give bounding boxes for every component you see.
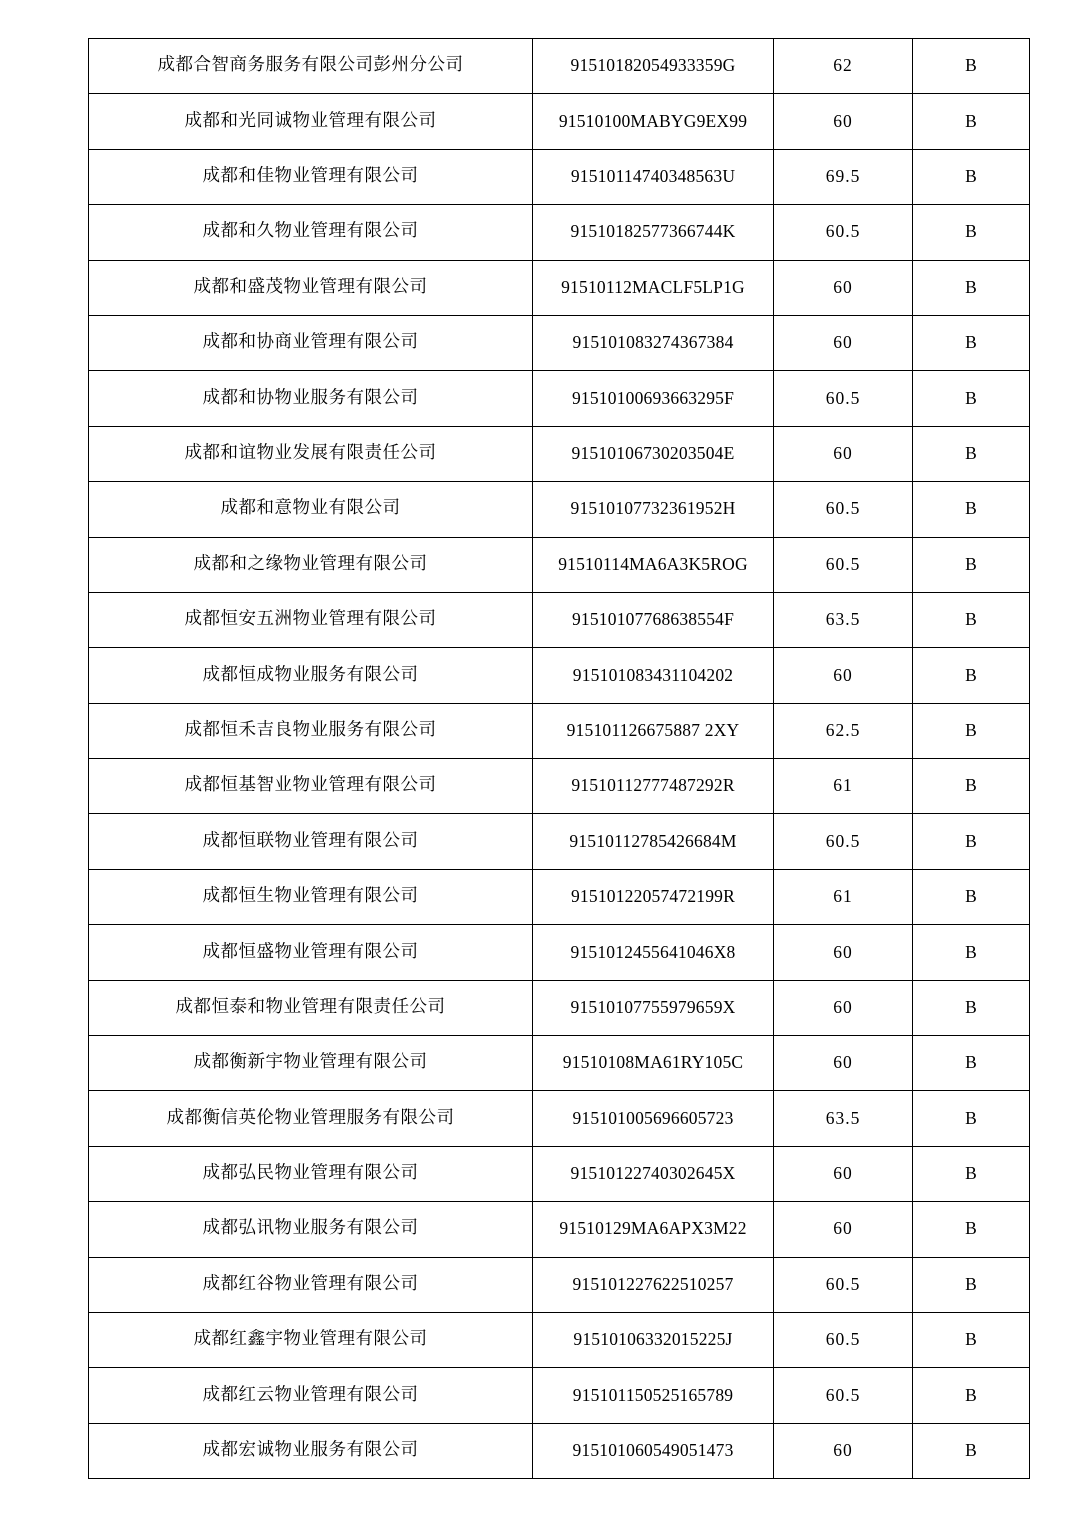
table-row <box>89 260 1030 315</box>
company-name-cell: 成都宏诚物业服务有限公司 <box>89 1423 533 1478</box>
score-cell: 60 <box>774 426 913 481</box>
table-row <box>89 1091 1030 1146</box>
credit-code-cell: 915101005696605723 <box>533 1091 774 1146</box>
table-row <box>89 1423 1030 1478</box>
credit-code-cell: 91510106730203504E <box>533 426 774 481</box>
company-name-cell: 成都恒安五洲物业管理有限公司 <box>89 592 533 647</box>
score-cell: 60 <box>774 1423 913 1478</box>
company-name-cell: 成都弘讯物业服务有限公司 <box>89 1202 533 1257</box>
company-name-cell: 成都红谷物业管理有限公司 <box>89 1257 533 1312</box>
credit-code-cell: 91510122740302645X <box>533 1146 774 1201</box>
score-cell: 61 <box>774 869 913 924</box>
score-cell: 61 <box>774 759 913 814</box>
grade-cell: B <box>913 703 1030 758</box>
table-row <box>89 1146 1030 1201</box>
score-cell: 62 <box>774 39 913 94</box>
table-row <box>89 703 1030 758</box>
credit-code-cell: 91510112MACLF5LP1G <box>533 260 774 315</box>
table-row <box>89 149 1030 204</box>
table-row <box>89 1312 1030 1367</box>
table-row <box>89 1257 1030 1312</box>
grade-cell: B <box>913 1312 1030 1367</box>
company-name-cell: 成都衡新宇物业管理有限公司 <box>89 1036 533 1091</box>
grade-cell: B <box>913 482 1030 537</box>
company-name-cell: 成都和盛茂物业管理有限公司 <box>89 260 533 315</box>
table-row <box>89 371 1030 426</box>
grade-cell: B <box>913 1368 1030 1423</box>
score-cell: 60.5 <box>774 1368 913 1423</box>
score-cell: 60 <box>774 1146 913 1201</box>
score-cell: 60.5 <box>774 205 913 260</box>
grade-cell: B <box>913 1423 1030 1478</box>
table-row <box>89 648 1030 703</box>
credit-code-cell: 91510106332015225J <box>533 1312 774 1367</box>
credit-code-cell: 91510100MABYG9EX99 <box>533 94 774 149</box>
grade-cell: B <box>913 1146 1030 1201</box>
score-cell: 62.5 <box>774 703 913 758</box>
credit-code-cell: 91510112777487292R <box>533 759 774 814</box>
company-name-cell: 成都恒盛物业管理有限公司 <box>89 925 533 980</box>
table-row <box>89 1368 1030 1423</box>
grade-cell: B <box>913 149 1030 204</box>
grade-cell: B <box>913 426 1030 481</box>
credit-code-cell: 91510182577366744K <box>533 205 774 260</box>
grade-cell: B <box>913 592 1030 647</box>
company-name-cell: 成都和之缘物业管理有限公司 <box>89 537 533 592</box>
table-row <box>89 980 1030 1035</box>
table-row <box>89 1036 1030 1091</box>
score-cell: 60 <box>774 648 913 703</box>
credit-code-cell: 91510129MA6APX3M22 <box>533 1202 774 1257</box>
score-cell: 60 <box>774 315 913 370</box>
table-row <box>89 592 1030 647</box>
credit-code-cell: 91510112785426684M <box>533 814 774 869</box>
company-name-cell: 成都和佳物业管理有限公司 <box>89 149 533 204</box>
credit-code-cell: 915101126675887 2XY <box>533 703 774 758</box>
score-cell: 69.5 <box>774 149 913 204</box>
table-row <box>89 315 1030 370</box>
grade-cell: B <box>913 1202 1030 1257</box>
grade-cell: B <box>913 94 1030 149</box>
company-rating-table <box>88 38 1030 1479</box>
company-name-cell: 成都合智商务服务有限公司彭州分公司 <box>89 39 533 94</box>
score-cell: 63.5 <box>774 1091 913 1146</box>
grade-cell: B <box>913 814 1030 869</box>
credit-code-cell: 91510114MA6A3K5ROG <box>533 537 774 592</box>
grade-cell: B <box>913 925 1030 980</box>
score-cell: 63.5 <box>774 592 913 647</box>
table-row <box>89 537 1030 592</box>
credit-code-cell: 915101083431104202 <box>533 648 774 703</box>
grade-cell: B <box>913 1257 1030 1312</box>
score-cell: 60 <box>774 980 913 1035</box>
grade-cell: B <box>913 1091 1030 1146</box>
company-name-cell: 成都恒泰和物业管理有限责任公司 <box>89 980 533 1035</box>
company-name-cell: 成都和意物业有限公司 <box>89 482 533 537</box>
table-row <box>89 205 1030 260</box>
credit-code-cell: 91510107755979659X <box>533 980 774 1035</box>
credit-code-cell: 915101227622510257 <box>533 1257 774 1312</box>
company-name-cell: 成都和协物业服务有限公司 <box>89 371 533 426</box>
grade-cell: B <box>913 205 1030 260</box>
grade-cell: B <box>913 759 1030 814</box>
score-cell: 60 <box>774 1036 913 1091</box>
company-name-cell: 成都恒成物业服务有限公司 <box>89 648 533 703</box>
credit-code-cell: 91510100693663295F <box>533 371 774 426</box>
score-cell: 60 <box>774 260 913 315</box>
table-row <box>89 869 1030 924</box>
score-cell: 60 <box>774 925 913 980</box>
company-name-cell: 成都红鑫宇物业管理有限公司 <box>89 1312 533 1367</box>
grade-cell: B <box>913 260 1030 315</box>
score-cell: 60 <box>774 94 913 149</box>
table-row <box>89 426 1030 481</box>
credit-code-cell: 915101083274367384 <box>533 315 774 370</box>
company-name-cell: 成都和谊物业发展有限责任公司 <box>89 426 533 481</box>
company-name-cell: 成都恒禾吉良物业服务有限公司 <box>89 703 533 758</box>
score-cell: 60.5 <box>774 371 913 426</box>
company-name-cell: 成都衡信英伦物业管理服务有限公司 <box>89 1091 533 1146</box>
score-cell: 60.5 <box>774 537 913 592</box>
company-name-cell: 成都和协商业管理有限公司 <box>89 315 533 370</box>
table-row <box>89 759 1030 814</box>
table-row <box>89 925 1030 980</box>
grade-cell: B <box>913 315 1030 370</box>
table-body <box>89 39 1030 1479</box>
company-name-cell: 成都和光同诚物业管理有限公司 <box>89 94 533 149</box>
credit-code-cell: 91510114740348563U <box>533 149 774 204</box>
company-name-cell: 成都恒生物业管理有限公司 <box>89 869 533 924</box>
credit-code-cell: 915101150525165789 <box>533 1368 774 1423</box>
score-cell: 60 <box>774 1202 913 1257</box>
grade-cell: B <box>913 869 1030 924</box>
credit-code-cell: 91510108MA61RY105C <box>533 1036 774 1091</box>
grade-cell: B <box>913 648 1030 703</box>
score-cell: 60.5 <box>774 814 913 869</box>
credit-code-cell: 91510122057472199R <box>533 869 774 924</box>
score-cell: 60.5 <box>774 482 913 537</box>
company-name-cell: 成都恒基智业物业管理有限公司 <box>89 759 533 814</box>
credit-code-cell: 915101060549051473 <box>533 1423 774 1478</box>
grade-cell: B <box>913 537 1030 592</box>
table-row <box>89 94 1030 149</box>
company-name-cell: 成都和久物业管理有限公司 <box>89 205 533 260</box>
company-name-cell: 成都恒联物业管理有限公司 <box>89 814 533 869</box>
table-row <box>89 814 1030 869</box>
table-row <box>89 39 1030 94</box>
credit-code-cell: 91510182054933359G <box>533 39 774 94</box>
score-cell: 60.5 <box>774 1257 913 1312</box>
company-name-cell: 成都红云物业管理有限公司 <box>89 1368 533 1423</box>
grade-cell: B <box>913 39 1030 94</box>
credit-code-cell: 91510107732361952H <box>533 482 774 537</box>
table-row <box>89 1202 1030 1257</box>
credit-code-cell: 9151012455641046X8 <box>533 925 774 980</box>
grade-cell: B <box>913 371 1030 426</box>
score-cell: 60.5 <box>774 1312 913 1367</box>
credit-code-cell: 91510107768638554F <box>533 592 774 647</box>
table-row <box>89 482 1030 537</box>
company-name-cell: 成都弘民物业管理有限公司 <box>89 1146 533 1201</box>
grade-cell: B <box>913 980 1030 1035</box>
grade-cell: B <box>913 1036 1030 1091</box>
